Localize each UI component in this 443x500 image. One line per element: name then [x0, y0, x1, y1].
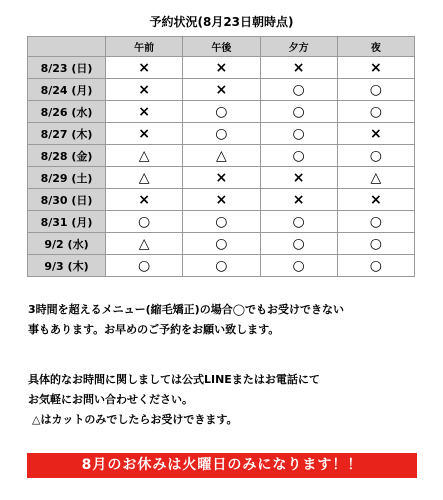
status-available-mark: ○	[260, 255, 337, 277]
status-full-mark: ×	[183, 189, 260, 211]
table-body	[28, 57, 415, 277]
row-date-label: 8/28 (金)	[28, 145, 106, 167]
notes-paragraph-1	[28, 300, 428, 340]
status-full-mark: ×	[183, 167, 260, 189]
table-row	[28, 101, 415, 123]
status-available-mark: ○	[183, 233, 260, 255]
status-full-mark: ×	[337, 123, 414, 145]
row-date-label: 8/26 (水)	[28, 101, 106, 123]
column-header-morning: 午前	[106, 37, 183, 57]
status-available-mark: ○	[183, 211, 260, 233]
status-full-mark: ×	[183, 79, 260, 101]
status-full-mark: ×	[183, 57, 260, 79]
note-line: 3時間を超えるメニュー(縮毛矯正)の場合◯でもお受けできない	[28, 303, 345, 316]
row-date-label: 8/31 (月)	[28, 211, 106, 233]
table-row	[28, 255, 415, 277]
table-row	[28, 211, 415, 233]
status-limited-mark: △	[337, 167, 414, 189]
page-title: 予約状況(8月23日朝時点)	[149, 15, 294, 29]
row-date-label: 9/3 (木)	[28, 255, 106, 277]
status-available-mark: ○	[337, 145, 414, 167]
status-available-mark: ○	[260, 211, 337, 233]
status-available-mark: ○	[337, 79, 414, 101]
note-line: △はカットのみでしたらお受けできます。	[32, 413, 238, 426]
status-limited-mark: △	[106, 145, 183, 167]
status-available-mark: ○	[337, 255, 414, 277]
status-available-mark: ○	[183, 101, 260, 123]
table-row	[28, 167, 415, 189]
table-row	[28, 233, 415, 255]
note-line: 事もあります。お早めのご予約をお願い致します。	[28, 323, 280, 336]
table-row	[28, 79, 415, 101]
row-date-label: 8/27 (木)	[28, 123, 106, 145]
status-available-mark: ○	[337, 211, 414, 233]
column-header-night: 夜	[337, 37, 414, 57]
table-row	[28, 123, 415, 145]
table-header-row	[28, 37, 415, 57]
column-header-evening: 夕方	[260, 37, 337, 57]
note-line: 具体的なお時間に関しましては公式LINEまたはお電話にて	[28, 373, 320, 386]
notes-paragraph-2	[28, 370, 428, 430]
status-available-mark: ○	[183, 255, 260, 277]
status-full-mark: ×	[260, 189, 337, 211]
status-full-mark: ×	[260, 167, 337, 189]
status-limited-mark: △	[106, 233, 183, 255]
table-row	[28, 189, 415, 211]
status-full-mark: ×	[106, 123, 183, 145]
status-full-mark: ×	[260, 57, 337, 79]
status-available-mark: ○	[106, 255, 183, 277]
row-date-label: 8/30 (日)	[28, 189, 106, 211]
status-full-mark: ×	[106, 101, 183, 123]
table-row	[28, 145, 415, 167]
holiday-banner: 8月のお休みは火曜日のみになります！！	[27, 453, 417, 478]
status-available-mark: ○	[106, 211, 183, 233]
status-limited-mark: △	[183, 145, 260, 167]
status-full-mark: ×	[106, 79, 183, 101]
status-available-mark: ○	[260, 123, 337, 145]
status-available-mark: ○	[260, 145, 337, 167]
status-available-mark: ○	[260, 79, 337, 101]
status-available-mark: ○	[260, 233, 337, 255]
row-date-label: 8/29 (土)	[28, 167, 106, 189]
row-date-label: 8/24 (月)	[28, 79, 106, 101]
status-full-mark: ×	[337, 57, 414, 79]
status-available-mark: ○	[337, 101, 414, 123]
status-available-mark: ○	[183, 123, 260, 145]
row-date-label: 8/23 (日)	[28, 57, 106, 79]
status-available-mark: ○	[337, 233, 414, 255]
status-full-mark: ×	[337, 189, 414, 211]
row-date-label: 9/2 (水)	[28, 233, 106, 255]
reservation-table	[27, 36, 415, 277]
status-full-mark: ×	[106, 189, 183, 211]
table-row	[28, 57, 415, 79]
status-available-mark: ○	[260, 101, 337, 123]
note-line: お気軽にお問い合わせください。	[28, 393, 193, 406]
column-header-afternoon: 午後	[183, 37, 260, 57]
status-limited-mark: △	[106, 167, 183, 189]
status-full-mark: ×	[106, 57, 183, 79]
table-corner-cell	[28, 37, 106, 57]
